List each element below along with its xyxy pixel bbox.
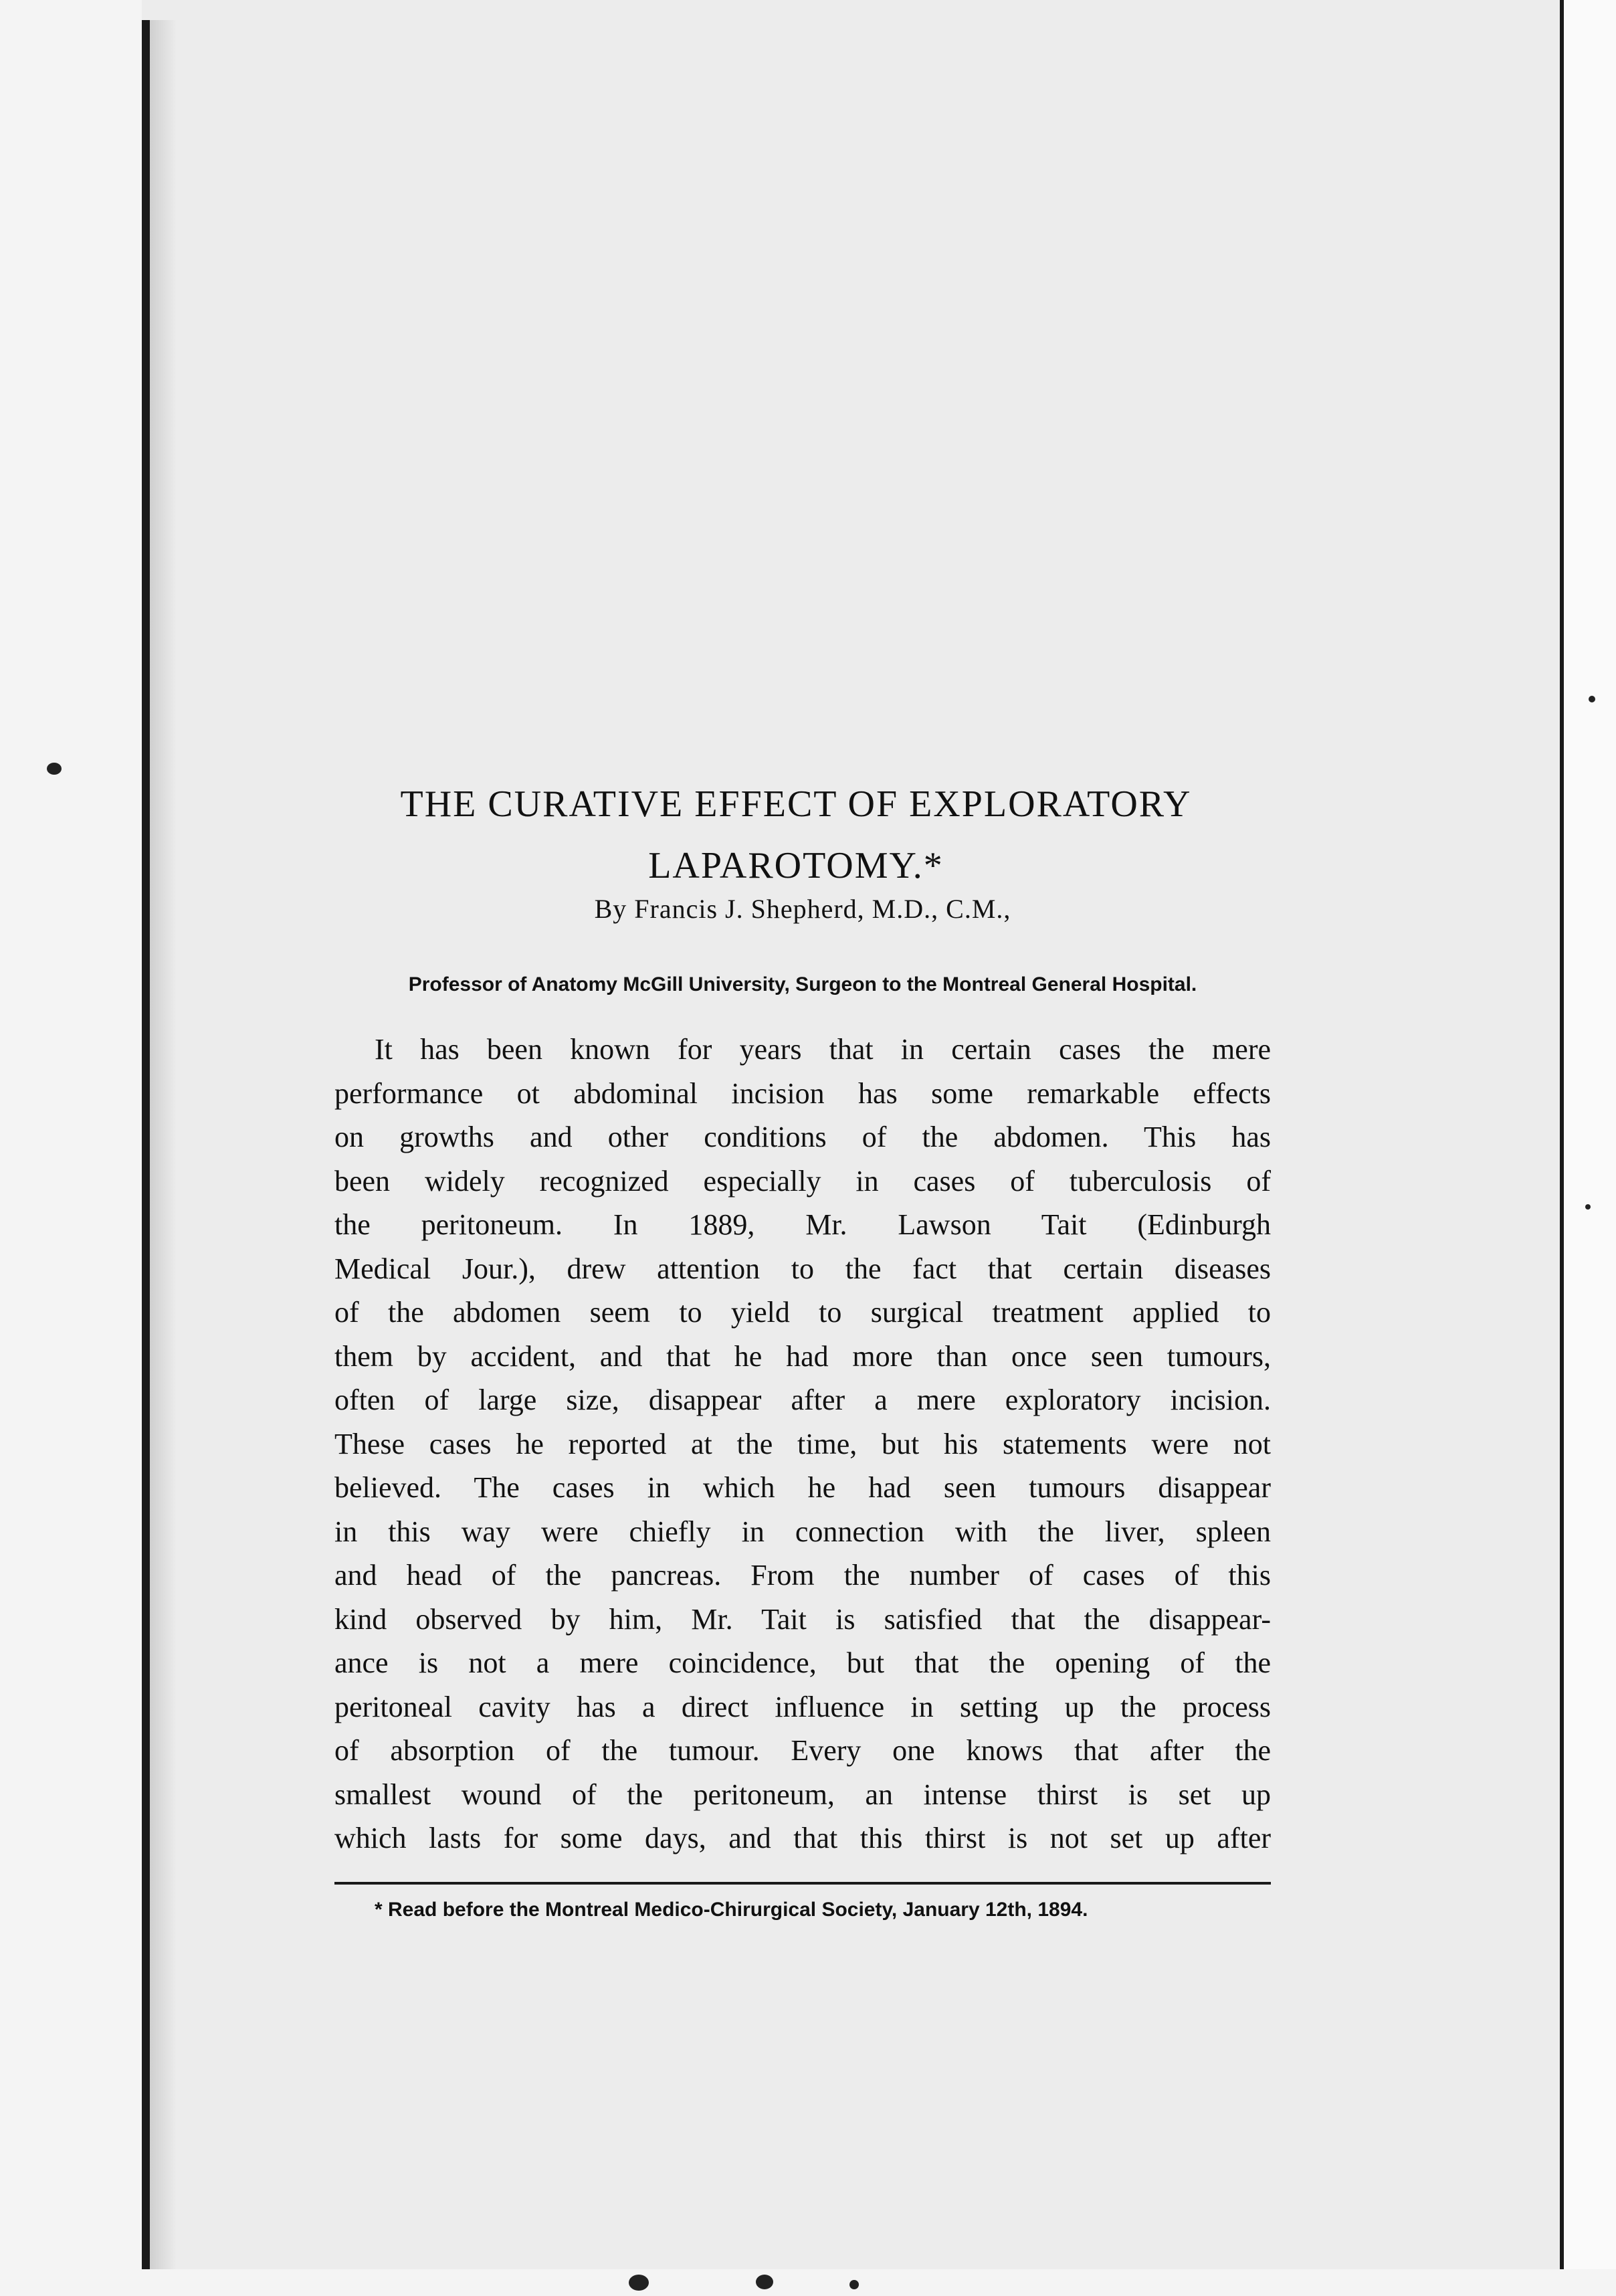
body-line: often of large size, disappear after a mere exploratory incision. [334,1383,1271,1416]
body-line: and head of the pancreas. From the number of cases of this [334,1559,1271,1592]
right-edge-line [1560,0,1564,2296]
body-line: ance is not a mere coincidence, but that the opening of the [334,1646,1271,1679]
body-line: It has been known for years that in certain cases the mere [375,1033,1271,1066]
left-page-margin [0,0,142,2296]
body-line: smallest wound of the peritoneum, an intense thirst is set up [334,1778,1271,1811]
author-affiliation: Professor of Anatomy McGill University, Surgeon to the Montreal General Hospital. [408,973,1197,995]
footnote-divider [334,1882,1271,1885]
body-line: These cases he reported at the time, but his statements were not [334,1427,1271,1460]
scan-speck [47,763,62,775]
scan-speck [756,2275,773,2289]
body-line: performance ot abdominal incision has some remarkable effects [334,1076,1271,1110]
bottom-page-edge [0,2269,1616,2296]
body-line: the peritoneum. In 1889, Mr. Lawson Tait (Edinburgh [334,1208,1271,1241]
body-line: been widely recognized especially in cases of tuberculosis of [334,1164,1271,1198]
footnote: * Read before the Montreal Medico-Chirurgical Society, January 12th, 1894. [375,1899,1088,1921]
article-body [334,1028,1271,1860]
scan-speck [1589,696,1595,702]
body-line: which lasts for some days, and that this thirst is not set up after [334,1822,1271,1854]
scan-speck [1585,1204,1591,1210]
body-line: of the abdomen seem to yield to surgical treatment applied to [334,1296,1271,1329]
article-title-line-1: THE CURATIVE EFFECT OF EXPLORATORY [400,783,1192,825]
body-line: kind observed by him, Mr. Tait is satisfied that the disappear- [334,1602,1271,1636]
body-line: peritoneal cavity has a direct influence in setting up the process [334,1690,1271,1723]
article-title-line-2: LAPAROTOMY.* [648,844,944,886]
scan-speck [629,2275,649,2291]
body-line: believed. The cases in which he had seen tumours disappear [334,1471,1271,1504]
body-line: them by accident, and that he had more than once seen tumours, [334,1339,1271,1373]
article-title [281,773,1311,896]
body-line: on growths and other conditions of the abdomen. This has [334,1121,1271,1153]
body-line: Medical Jour.), drew attention to the fact that certain diseases [334,1252,1271,1285]
scan-speck [849,2280,859,2289]
binding-gutter-shadow [150,20,177,2281]
right-page-edge [1562,0,1616,2296]
body-line: of absorption of the tumour. Every one knows that after the [334,1734,1271,1767]
body-line: in this way were chiefly in connection with the liver, spleen [334,1515,1271,1548]
binding-gutter-line [142,20,150,2281]
author-byline: By Francis J. Shepherd, M.D., C.M., [594,894,1011,924]
